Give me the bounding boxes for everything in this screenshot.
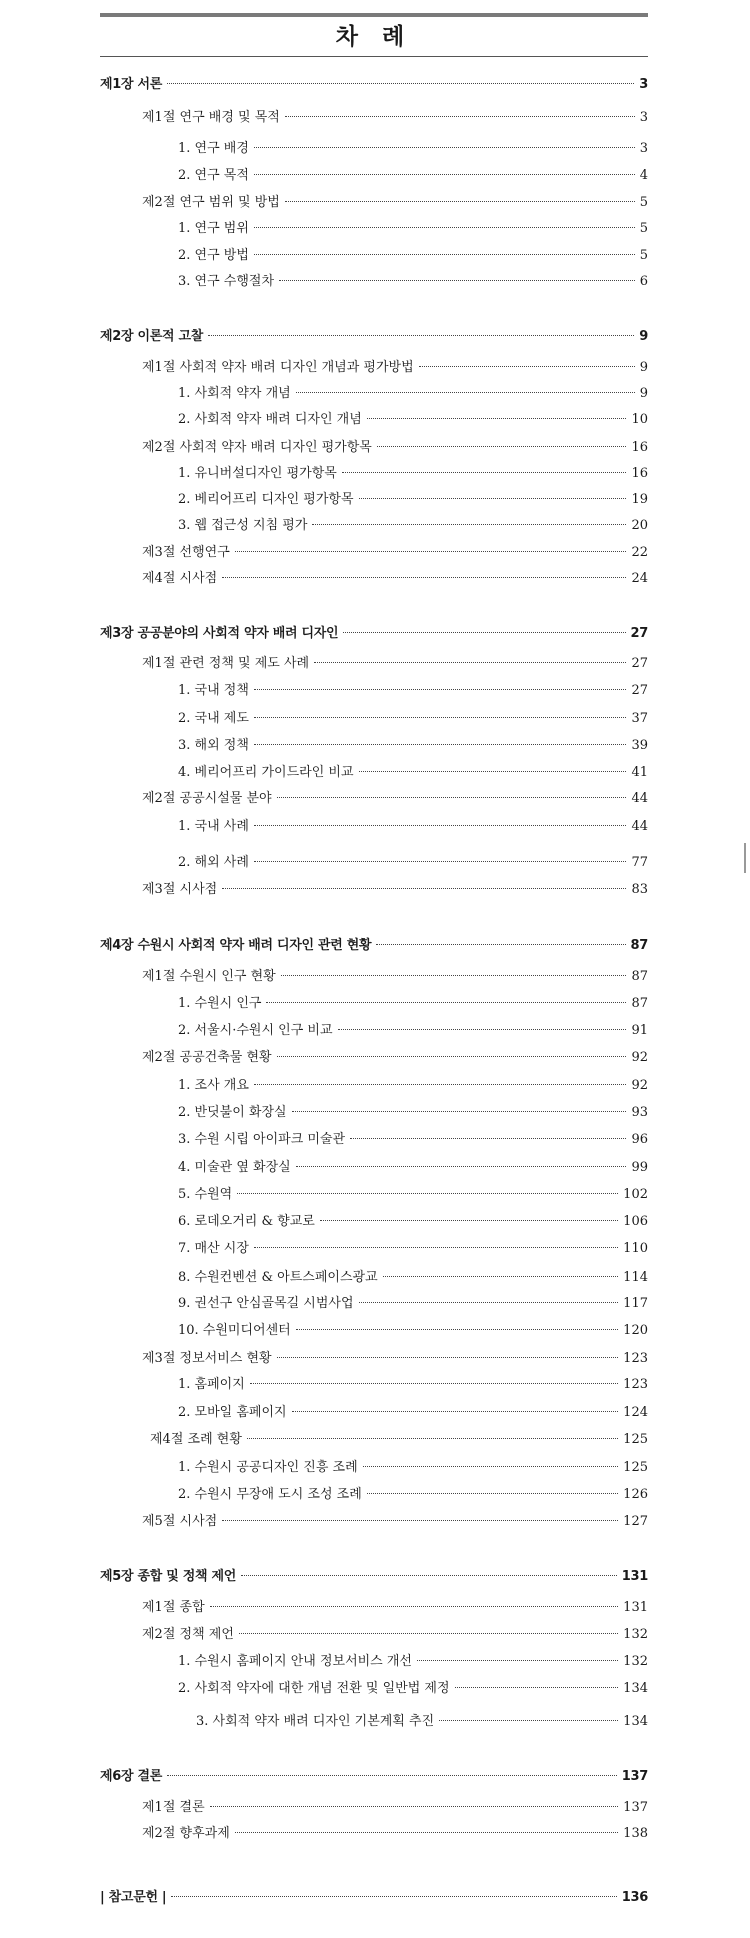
- dot-leader: [359, 498, 627, 499]
- toc-page-number: 9: [639, 329, 648, 344]
- toc-subsection: [178, 1650, 648, 1674]
- toc-subsection: [178, 462, 648, 486]
- toc-entry-title: 제3절 정보서비스 현황: [142, 1351, 272, 1366]
- toc-subsection: [178, 1292, 648, 1316]
- toc-entry-title: 2. 반딧불이 화장실: [178, 1105, 287, 1120]
- toc-section: [142, 356, 648, 380]
- toc-entry-title: 1. 국내 사례: [178, 819, 249, 834]
- toc-page-number: 16: [631, 440, 648, 455]
- toc-section: [142, 436, 648, 460]
- toc-page-number: 10: [631, 412, 648, 427]
- toc-page-number: 137: [621, 1769, 648, 1784]
- toc-section: [142, 1623, 648, 1647]
- toc-section: [142, 191, 648, 215]
- toc-page-number: 27: [630, 626, 648, 641]
- toc-entry-title: 2. 수원시 무장애 도시 조성 조례: [178, 1487, 362, 1502]
- dot-leader: [247, 1438, 618, 1439]
- dot-leader: [210, 1606, 619, 1607]
- dot-leader: [419, 366, 635, 367]
- dot-leader: [343, 632, 625, 633]
- toc-subsection: [178, 1210, 648, 1234]
- toc-page-number: 102: [623, 1187, 648, 1202]
- toc-entry-title: 제1절 수원시 인구 현황: [142, 969, 276, 984]
- toc-page-number: 136: [621, 1890, 648, 1905]
- toc-entry-title: 제5장 종합 및 정책 제언: [100, 1569, 236, 1584]
- toc-entry-title: 제1장 서론: [100, 77, 163, 92]
- toc-page-number: 3: [639, 141, 648, 156]
- toc-page-number: 19: [631, 492, 648, 507]
- dot-leader: [254, 147, 635, 148]
- toc-section: [142, 1046, 648, 1070]
- toc-entry-title: | 참고문헌 |: [100, 1890, 167, 1905]
- toc-subsection: [178, 1074, 648, 1098]
- toc-subsection: [178, 1266, 648, 1290]
- toc-entry-title: 제1절 사회적 약자 배려 디자인 개념과 평가방법: [142, 360, 414, 375]
- toc-entry-title: 제2절 공공건축물 현황: [142, 1050, 272, 1065]
- dot-leader: [367, 418, 627, 419]
- toc-entry-title: 제3장 공공분야의 사회적 약자 배려 디자인: [100, 626, 339, 641]
- toc-entry-title: 5. 수원역: [178, 1187, 233, 1202]
- dot-leader: [254, 1084, 627, 1085]
- toc-subsection: [178, 1483, 648, 1507]
- toc-subsection: [178, 514, 648, 538]
- dot-leader: [254, 689, 627, 690]
- dot-leader: [254, 174, 635, 175]
- toc-entry-title: 1. 홈페이지: [178, 1377, 245, 1392]
- toc-page-number: 27: [631, 683, 648, 698]
- toc-page-number: 4: [639, 168, 648, 183]
- toc-entry-title: 제2절 공공시설물 분야: [142, 791, 272, 806]
- dot-leader: [292, 1411, 619, 1412]
- toc-entry-title: 제1절 연구 배경 및 목적: [142, 110, 280, 125]
- dot-leader: [296, 392, 635, 393]
- dot-leader: [208, 335, 634, 336]
- toc-entry-title: 10. 수원미디어센터: [178, 1323, 291, 1338]
- toc-entry-title: 9. 권선구 안심골목길 시범사업: [178, 1296, 354, 1311]
- toc-section: [142, 965, 648, 989]
- toc-page-number: 134: [623, 1681, 648, 1696]
- dot-leader: [277, 1056, 627, 1057]
- toc-section: [142, 1510, 648, 1534]
- toc-subsection: [178, 382, 648, 406]
- toc-subsection: [178, 408, 648, 432]
- toc-subsection: [178, 1128, 648, 1152]
- dot-leader: [171, 1896, 616, 1897]
- toc-section: [142, 567, 648, 591]
- dot-leader: [254, 227, 635, 228]
- toc-entry-title: 7. 매산 시장: [178, 1241, 249, 1256]
- toc-page-number: 92: [631, 1050, 648, 1065]
- toc-page-number: 106: [623, 1214, 648, 1229]
- toc-entry-title: 3. 해외 정책: [178, 738, 249, 753]
- toc-page-number: 44: [631, 819, 648, 834]
- toc-section: [142, 1796, 648, 1820]
- toc-entry-title: 제6장 결론: [100, 1769, 163, 1784]
- toc-entry-title: 제4절 시사점: [142, 571, 218, 586]
- toc-subsection: [178, 217, 648, 241]
- toc-page-number: 87: [631, 969, 648, 984]
- dot-leader: [342, 472, 627, 473]
- toc-subsection: [178, 734, 648, 758]
- toc-page-number: 3: [639, 77, 648, 92]
- toc-page-number: 132: [623, 1654, 648, 1669]
- toc-subsection: [178, 851, 648, 875]
- toc-page-number: 137: [623, 1800, 648, 1815]
- toc-chapter: [100, 1765, 648, 1789]
- toc-chapter: [100, 73, 648, 97]
- toc-entry-title: 1. 연구 배경: [178, 141, 249, 156]
- toc-entry-title: 제3절 시사점: [142, 882, 218, 897]
- toc-subsection: [178, 1401, 648, 1425]
- toc-page-number: 27: [631, 656, 648, 671]
- dot-leader: [210, 1806, 619, 1807]
- toc-page-number: 3: [639, 110, 648, 125]
- toc-section: [142, 652, 648, 676]
- toc-section: [142, 1347, 648, 1371]
- toc-entry-title: 3. 수원 시립 아이파크 미술관: [178, 1132, 346, 1147]
- toc-entry-title: 4. 미술관 옆 화장실: [178, 1160, 291, 1175]
- toc-page-number: 134: [623, 1714, 648, 1729]
- toc-entry-title: 제1절 종합: [142, 1600, 205, 1615]
- dot-leader: [296, 1329, 618, 1330]
- dot-leader: [277, 1357, 619, 1358]
- dot-leader: [254, 861, 627, 862]
- toc-subsection: [178, 761, 648, 785]
- dot-leader: [292, 1111, 627, 1112]
- toc-entry-title: 1. 유니버설디자인 평가항목: [178, 466, 337, 481]
- toc-page-number: 125: [623, 1460, 648, 1475]
- dot-leader: [254, 825, 627, 826]
- toc-chapter: [100, 1565, 648, 1589]
- toc-page-number: 126: [623, 1487, 648, 1502]
- toc-page-number: 5: [639, 195, 648, 210]
- toc-page-number: 110: [623, 1241, 648, 1256]
- toc-subsection: [178, 1237, 648, 1261]
- toc-subsection: [178, 244, 648, 268]
- toc-page-number: 92: [631, 1078, 648, 1093]
- toc-entry-title: 2. 해외 사례: [178, 855, 249, 870]
- toc-page-number: 20: [631, 518, 648, 533]
- dot-leader: [359, 771, 627, 772]
- toc-page-number: 131: [621, 1569, 648, 1584]
- toc-section: [142, 541, 648, 565]
- toc-page-number: 120: [623, 1323, 648, 1338]
- dot-leader: [241, 1575, 617, 1576]
- toc-page-number: 138: [623, 1826, 648, 1841]
- toc-entry-title: 제2절 연구 범위 및 방법: [142, 195, 280, 210]
- dot-leader: [285, 116, 635, 117]
- toc-entry-title: 8. 수원컨벤션 & 아트스페이스광교: [178, 1270, 378, 1285]
- page-title: 차 례: [335, 24, 413, 50]
- dot-leader: [239, 1633, 618, 1634]
- toc-subsection: [178, 488, 648, 512]
- dot-leader: [235, 551, 627, 552]
- toc-entry-title: 2. 사회적 약자에 대한 개념 전환 및 일반법 제정: [178, 1681, 450, 1696]
- dot-leader: [250, 1383, 618, 1384]
- toc-page-number: 9: [639, 386, 648, 401]
- toc-entry-title: 2. 서울시·수원시 인구 비교: [178, 1023, 333, 1038]
- toc-page-number: 44: [631, 791, 648, 806]
- dot-leader: [237, 1193, 618, 1194]
- toc-page-number: 41: [631, 765, 648, 780]
- toc-page-number: 132: [623, 1627, 648, 1642]
- toc-subsection: [178, 137, 648, 161]
- toc-subsection: [178, 1319, 648, 1343]
- toc-page-number: 93: [631, 1105, 648, 1120]
- dot-leader: [235, 1832, 618, 1833]
- toc-section: [142, 787, 648, 811]
- toc-subsection: [178, 270, 648, 294]
- toc-entry-title: 1. 국내 정책: [178, 683, 249, 698]
- toc-page-number: 123: [623, 1351, 648, 1366]
- toc-section: [142, 878, 648, 902]
- toc-entry-title: 제2장 이론적 고찰: [100, 329, 204, 344]
- dot-leader: [439, 1720, 618, 1721]
- toc-page-number: 39: [631, 738, 648, 753]
- toc-page-number: 124: [623, 1405, 648, 1420]
- dot-leader: [222, 1520, 618, 1521]
- dot-leader: [277, 797, 627, 798]
- toc-section: [142, 106, 648, 130]
- dot-leader: [222, 888, 626, 889]
- toc-entry-title: 2. 연구 방법: [178, 248, 249, 263]
- toc-section: [142, 1596, 648, 1620]
- dot-leader: [254, 744, 627, 745]
- toc-entry-title: 제4절 조례 현황: [150, 1432, 242, 1447]
- toc-entry-title: 6. 로데오거리 & 향교로: [178, 1214, 315, 1229]
- toc-page-number: 9: [639, 360, 648, 375]
- toc-entry-title: 1. 조사 개요: [178, 1078, 249, 1093]
- toc-subsection: [178, 1373, 648, 1397]
- toc-entry-title: 제2절 사회적 약자 배려 디자인 평가항목: [142, 440, 372, 455]
- toc-subsection: [178, 992, 648, 1016]
- dot-leader: [367, 1493, 618, 1494]
- toc-entry-title: 3. 사회적 약자 배려 디자인 기본계획 추진: [196, 1714, 435, 1729]
- toc-entry-title: 제2절 향후과제: [142, 1826, 230, 1841]
- toc-entry-title: 1. 사회적 약자 개념: [178, 386, 291, 401]
- toc-page-number: 5: [639, 221, 648, 236]
- toc-entry-title: 제5절 시사점: [142, 1514, 218, 1529]
- toc-page-number: 77: [631, 855, 648, 870]
- dot-leader: [312, 524, 626, 525]
- dot-leader: [417, 1660, 618, 1661]
- toc-chapter: [100, 325, 648, 349]
- toc-subsection: [178, 679, 648, 703]
- toc-entry-title: 3. 연구 수행절차: [178, 274, 275, 289]
- toc-entry-title: 제1절 관련 정책 및 제도 사례: [142, 656, 310, 671]
- dot-leader: [254, 254, 635, 255]
- toc-entry-title: 제2절 정책 제언: [142, 1627, 234, 1642]
- toc-entry-title: 1. 수원시 홈페이지 안내 정보서비스 개선: [178, 1654, 412, 1669]
- dot-leader: [167, 1775, 617, 1776]
- toc-entry-title: 1. 수원시 공공디자인 진흥 조례: [178, 1460, 358, 1475]
- dot-leader: [254, 717, 627, 718]
- dot-leader: [376, 944, 625, 945]
- toc-page-number: 16: [631, 466, 648, 481]
- toc-page-number: 114: [623, 1270, 648, 1285]
- dot-leader: [222, 577, 626, 578]
- toc-subsection: [178, 1677, 648, 1701]
- toc-entry-title: 2. 사회적 약자 배려 디자인 개념: [178, 412, 362, 427]
- dot-leader: [338, 1029, 627, 1030]
- dot-leader: [254, 1247, 618, 1248]
- dot-leader: [285, 201, 635, 202]
- toc-subsection: [178, 1183, 648, 1207]
- toc-subsection: [178, 1456, 648, 1480]
- toc-section: [150, 1428, 648, 1452]
- toc-chapter: [100, 622, 648, 646]
- toc-page-number: 96: [631, 1132, 648, 1147]
- dot-leader: [383, 1276, 619, 1277]
- dot-leader: [350, 1138, 626, 1139]
- toc-section: [142, 1822, 648, 1846]
- dot-leader: [359, 1302, 619, 1303]
- toc-page-number: 83: [631, 882, 648, 897]
- toc-subsection: [178, 164, 648, 188]
- toc-chapter: [100, 934, 648, 958]
- toc-page-number: 123: [623, 1377, 648, 1392]
- dot-leader: [279, 280, 635, 281]
- toc-chapter: [100, 1886, 648, 1910]
- dot-leader: [320, 1220, 618, 1221]
- toc-page-number: 22: [631, 545, 648, 560]
- toc-subsection: [178, 1019, 648, 1043]
- toc-entry-title: 2. 모바일 홈페이지: [178, 1405, 287, 1420]
- dot-leader: [455, 1687, 619, 1688]
- dot-leader: [363, 1466, 619, 1467]
- toc-entry-title: 2. 연구 목적: [178, 168, 249, 183]
- toc-page-number: 37: [631, 711, 648, 726]
- toc-entry-title: 1. 연구 범위: [178, 221, 249, 236]
- toc-subsection: [196, 1710, 648, 1734]
- toc-page-number: 125: [623, 1432, 648, 1447]
- toc-page-number: 87: [630, 938, 648, 953]
- toc-page-number: 87: [631, 996, 648, 1011]
- toc-page-number: 5: [639, 248, 648, 263]
- dot-leader: [314, 662, 626, 663]
- toc-entry-title: 4. 베리어프리 가이드라인 비교: [178, 765, 354, 780]
- dot-leader: [377, 446, 627, 447]
- dot-leader: [281, 975, 627, 976]
- toc-entry-title: 제1절 결론: [142, 1800, 205, 1815]
- toc-subsection: [178, 815, 648, 839]
- toc-page-number: 99: [631, 1160, 648, 1175]
- toc-page-number: 24: [631, 571, 648, 586]
- toc-entry-title: 2. 베리어프리 디자인 평가항목: [178, 492, 354, 507]
- toc-page-number: 91: [631, 1023, 648, 1038]
- dot-leader: [266, 1002, 626, 1003]
- toc-entry-title: 1. 수원시 인구: [178, 996, 262, 1011]
- toc-entry-title: 3. 웹 접근성 지침 평가: [178, 518, 308, 533]
- toc-subsection: [178, 1156, 648, 1180]
- toc-page-number: 127: [623, 1514, 648, 1529]
- toc-page-number: 6: [639, 274, 648, 289]
- toc-subsection: [178, 1101, 648, 1125]
- dot-leader: [296, 1166, 627, 1167]
- toc-subsection: [178, 707, 648, 731]
- toc-entry-title: 제3절 선행연구: [142, 545, 230, 560]
- toc-entry-title: 2. 국내 제도: [178, 711, 249, 726]
- dot-leader: [167, 83, 634, 84]
- toc-page-number: 131: [623, 1600, 648, 1615]
- toc-page-number: 117: [623, 1296, 648, 1311]
- toc-entry-title: 제4장 수원시 사회적 약자 배려 디자인 관련 현황: [100, 938, 372, 953]
